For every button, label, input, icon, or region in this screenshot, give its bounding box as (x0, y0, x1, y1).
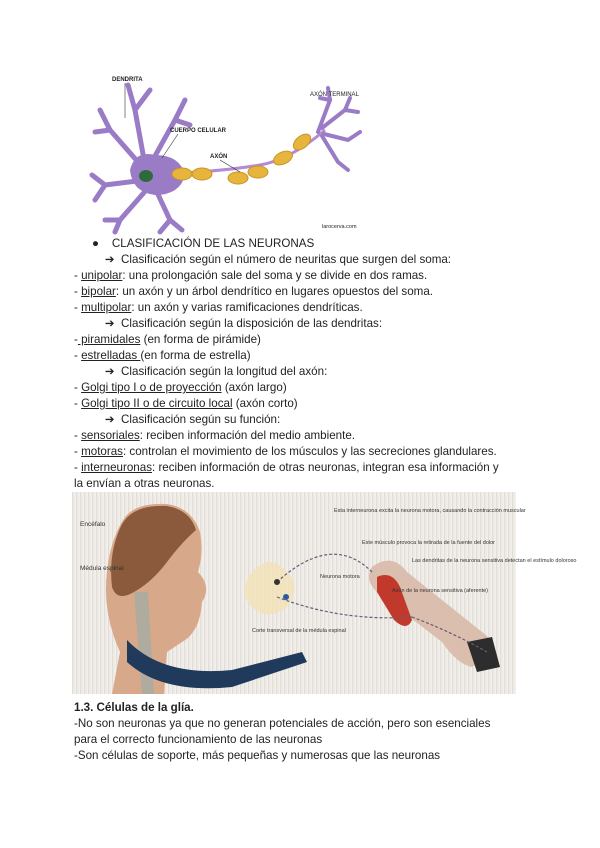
glia-paragraph-2: -Son células de soporte, más pequeñas y numerosas que las neuronas (74, 749, 441, 762)
item-interneuronas-cont: la envían a otras neuronas. (74, 477, 215, 490)
svg-text:Corte transversal de la médula: Corte transversal de la médula espinal (252, 628, 346, 634)
class-heading-2: ➔ Clasificación según la disposición de las dendritas: (92, 317, 383, 330)
item-unipolar: - unipolar: una prolongación sale del soma y se divide en dos ramas. (74, 269, 428, 282)
svg-text:AXÓN TERMINAL: AXÓN TERMINAL (310, 92, 359, 98)
svg-text:Médula espinal: Médula espinal (80, 565, 124, 572)
svg-text:CUERPO CELULAR: CUERPO CELULAR (170, 128, 227, 134)
item-multipolar: - multipolar: un axón y varias ramificaciones dendríticas. (74, 301, 363, 314)
neuron-diagram (90, 70, 380, 234)
item-estrelladas: - estrelladas (en forma de estrella) (74, 349, 251, 362)
item-sensoriales: - sensoriales: reciben información del medio ambiente. (74, 429, 355, 442)
svg-text:Esta interneurona excita la ne: Esta interneurona excita la neurona motora, causando la contracción muscular (334, 508, 526, 514)
svg-text:Axón de la neurona sensitiva (: Axón de la neurona sensitiva (aferente) (392, 588, 489, 594)
class-heading-4: ➔ Clasificación según su función: (92, 413, 281, 426)
svg-text:AXÓN: AXÓN (210, 154, 228, 160)
nucleus (139, 170, 153, 182)
glia-title: 1.3. Células de la glía. (74, 701, 194, 714)
item-interneuronas: - interneuronas: reciben información de otras neuronas, integran esa información y (74, 461, 499, 474)
svg-text:Neurona motora: Neurona motora (320, 574, 360, 580)
glia-paragraph-1-cont: para el correcto funcionamiento de las neuronas (74, 733, 323, 746)
class-heading-3: ➔ Clasificación según la longitud del axón: (92, 365, 328, 378)
svg-text:larocerva.com: larocerva.com (322, 224, 357, 230)
svg-text:Este músculo provoca la retira: Este músculo provoca la retirada de la fuente del dolor (362, 540, 495, 546)
reflex-arc-illustration (72, 492, 577, 694)
item-golgi-2: - Golgi tipo II o de circuito local (axón corto) (74, 397, 298, 410)
svg-text:Encéfalo: Encéfalo (80, 521, 106, 528)
svg-text:DENDRITA: DENDRITA (112, 77, 143, 83)
item-piramidales: - piramidales (en forma de pirámide) (74, 333, 261, 346)
glia-paragraph-1: -No son neuronas ya que no generan potenciales de acción, pero son esenciales (74, 717, 491, 730)
class-heading-1: ➔ Clasificación según el número de neuritas que surgen del soma: (92, 253, 452, 266)
section-heading: ● CLASIFICACIÓN DE LAS NEURONAS (92, 237, 315, 250)
item-bipolar: - bipolar: un axón y un árbol dendrítico en lugares opuestos del soma. (74, 285, 434, 298)
item-golgi-1: - Golgi tipo I o de proyección (axón largo) (74, 381, 287, 394)
svg-text:Las dendritas de la neurona se: Las dendritas de la neurona sensitiva detectan el estímulo doloroso (412, 558, 577, 564)
item-motoras: - motoras: controlan el movimiento de los músculos y las secreciones glandulares. (74, 445, 497, 458)
